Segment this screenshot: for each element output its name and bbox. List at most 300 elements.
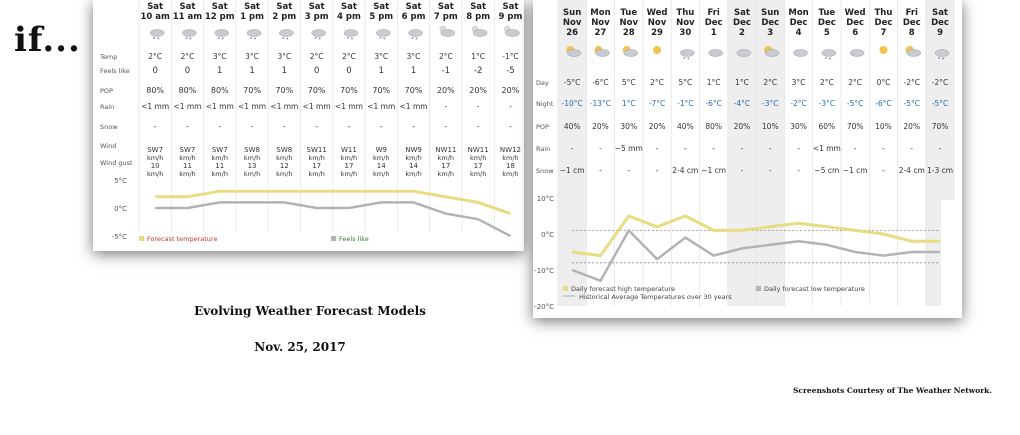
night-temp-value: -10°C	[561, 99, 583, 108]
month-name: Dec	[902, 18, 921, 28]
day-temp-value: 2°C	[763, 78, 778, 87]
hour-day: Sat	[147, 2, 164, 12]
low-legend-label: Daily forecast low temperature	[764, 285, 865, 293]
snowflake	[825, 57, 827, 59]
wind-gust-unit: km/h	[502, 170, 519, 178]
wind-value: SW7	[179, 146, 196, 154]
snow-cloud-icon	[247, 30, 261, 40]
night-temp-value: -4°C	[733, 99, 751, 108]
cloud-shape	[850, 50, 864, 57]
snow-cloud-icon	[279, 30, 293, 40]
date-number: 8	[908, 28, 915, 38]
snow-value: 2-4 cm	[898, 166, 925, 175]
hour-day: Sat	[244, 2, 261, 12]
hour-time: 6 pm	[401, 12, 426, 22]
day-name: Tue	[620, 8, 638, 18]
day-temp-value: 5°C	[621, 78, 636, 87]
day-temp-value: 2°C	[650, 78, 664, 87]
wind-unit: km/h	[340, 154, 358, 162]
high-legend-label: Daily forecast high temperature	[571, 285, 675, 293]
wind-unit: km/h	[308, 154, 325, 162]
rain-value: <1 mm	[205, 102, 234, 111]
pop-value: 20%	[436, 86, 455, 95]
hour-time: 8 pm	[466, 12, 491, 22]
rain-value: -	[797, 144, 800, 153]
day-temp-value: -2°C	[903, 78, 920, 87]
row-label: POP	[536, 123, 549, 131]
cloud-shape	[247, 30, 261, 37]
wind-value: SW7	[147, 146, 164, 154]
wind-gust-value: 11	[215, 162, 225, 170]
temp-value: -1°C	[502, 52, 519, 61]
wind-value: NW11	[467, 146, 489, 154]
wind-gust-unit: km/h	[146, 170, 164, 178]
day-name: Mon	[788, 8, 809, 18]
wind-gust-unit: km/h	[179, 170, 196, 178]
pop-value: 80%	[178, 86, 197, 95]
wind-unit: km/h	[179, 154, 196, 162]
night-temp-value: 1°C	[621, 99, 636, 108]
snow-value: ~5 cm	[814, 166, 840, 175]
snowflake	[416, 38, 418, 40]
pop-value: 20%	[501, 86, 520, 95]
cloud-shape	[505, 30, 519, 37]
wind-value: SW8	[276, 146, 293, 154]
day-name: Thu	[874, 8, 893, 18]
cloud-shape	[794, 50, 808, 57]
daily-forecast-panel	[533, 0, 962, 318]
day-temp-value: 2°C	[819, 78, 834, 87]
snowflake	[351, 38, 353, 40]
if-heading: if...	[14, 20, 81, 60]
rain-value: -	[712, 144, 716, 153]
temp-value: 3°C	[374, 52, 389, 61]
cloud-icon	[794, 50, 808, 57]
rain-value: <1 mm	[399, 102, 428, 111]
cloud-shape	[595, 50, 609, 57]
wind-unit: km/h	[437, 154, 455, 162]
rain-value: <1 mm	[270, 102, 299, 111]
snow-value: -	[218, 122, 222, 131]
night-cloud-icon	[504, 26, 520, 37]
pop-value: 20%	[733, 122, 751, 131]
day-name: Sat	[733, 8, 750, 18]
wind-value: W11	[341, 146, 357, 154]
temp-value: 3°C	[277, 52, 292, 61]
day-temp-value: -6°C	[592, 78, 609, 87]
wind-value: W9	[375, 146, 387, 154]
hour-day: Sat	[437, 2, 454, 12]
y-tick-label: 0°C	[541, 231, 554, 239]
month-name: Dec	[761, 18, 780, 28]
row-label: Day	[536, 79, 549, 87]
wind-gust-unit: km/h	[308, 170, 325, 178]
date-number: 3	[767, 28, 774, 38]
night-temp-value: -5°C	[903, 99, 920, 108]
month-name: Nov	[562, 18, 582, 28]
wind-gust-value: 14	[409, 162, 419, 170]
rain-value: -	[509, 102, 512, 111]
snowflake	[942, 58, 944, 60]
day-name: Fri	[905, 8, 918, 18]
day-name: Wed	[646, 8, 668, 18]
wind-unit: km/h	[146, 154, 164, 162]
temp-value: 2°C	[438, 52, 453, 61]
hour-time: 3 pm	[304, 12, 329, 22]
day-name: Sat	[932, 8, 949, 18]
snowflake	[687, 58, 689, 60]
night-temp-value: -13°C	[589, 99, 612, 108]
night-temp-value: -6°C	[705, 99, 722, 108]
snow-cloud-icon	[680, 50, 694, 60]
rain-value: -	[910, 144, 914, 153]
night-temp-value: -2°C	[790, 99, 807, 108]
cloud-shape	[567, 50, 581, 57]
hour-time: 10 am	[140, 12, 170, 22]
pop-value: 70%	[931, 122, 949, 131]
rain-value: -	[444, 102, 448, 111]
snowflake	[383, 38, 385, 40]
month-name: Nov	[591, 18, 610, 28]
cloud-shape	[935, 50, 949, 57]
hour-day: Sat	[211, 2, 228, 12]
hour-time: 11 am	[172, 12, 203, 22]
day-name: Thu	[676, 8, 695, 18]
wind-gust-unit: km/h	[373, 170, 390, 178]
row-label: Rain	[100, 103, 115, 111]
cloud-shape	[279, 30, 293, 37]
month-name: Dec	[874, 18, 893, 28]
temp-value: 1°C	[471, 52, 486, 61]
snowflake	[412, 37, 414, 39]
wind-unit: km/h	[469, 154, 487, 162]
snowflake	[222, 38, 224, 40]
snowflake	[938, 57, 940, 59]
snowflake	[218, 37, 220, 39]
temp-value: 2°C	[342, 52, 356, 61]
pop-value: 70%	[340, 86, 358, 95]
feels-legend-swatch	[331, 236, 336, 241]
night-temp-value: -5°C	[846, 99, 864, 108]
snow-value: -	[476, 122, 480, 131]
pop-value: 20%	[469, 86, 488, 95]
day-temp-value: 1°C	[706, 78, 721, 87]
day-name: Fri	[707, 8, 720, 18]
night-temp-value: -3°C	[818, 99, 836, 108]
rain-value: -	[882, 144, 885, 153]
sun-cloud-icon	[906, 46, 921, 57]
night-cloud-icon	[472, 26, 488, 37]
low-legend-swatch	[756, 286, 761, 291]
wind-value: NW11	[435, 146, 457, 154]
hour-day: Sat	[502, 2, 519, 12]
date-number: 2	[738, 28, 745, 38]
snow-value: ~1 cm	[559, 166, 585, 175]
cloud-shape	[680, 50, 694, 57]
date-number: 5	[823, 28, 830, 38]
rain-value: ~5 mm	[614, 144, 643, 153]
cloud-icon	[850, 50, 864, 57]
rain-value: -	[768, 144, 772, 153]
pop-value: 40%	[677, 122, 694, 131]
snow-value: -	[768, 166, 772, 175]
rain-value: <1 mm	[173, 102, 202, 111]
snow-value: -	[797, 166, 800, 175]
cloud-shape	[709, 50, 723, 57]
weekend-column-shade	[756, 0, 784, 306]
cloud-shape	[312, 30, 326, 37]
cloud-shape	[344, 30, 358, 37]
pop-value: 70%	[372, 86, 391, 95]
snowflake	[282, 37, 284, 39]
pop-value: 40%	[563, 122, 581, 131]
cloud-icon	[709, 50, 723, 57]
night-temp-value: -3°C	[762, 99, 779, 108]
sun-disc	[653, 46, 661, 54]
pop-value: 70%	[404, 86, 423, 95]
temp-value: 2°C	[309, 52, 324, 61]
sun-icon	[879, 46, 887, 54]
row-label: Rain	[536, 145, 551, 153]
wind-gust-value: 12	[279, 162, 289, 170]
snow-cloud-icon	[312, 30, 326, 40]
caption-title: Evolving Weather Forecast Models	[194, 304, 426, 318]
hourly-forecast-panel	[93, 0, 524, 251]
night-temp-value: -7°C	[648, 99, 666, 108]
feels-like-value: 1	[378, 66, 384, 76]
temp-value: 2°C	[148, 52, 163, 61]
date-number: 6	[852, 28, 859, 38]
sun-cloud-icon	[594, 46, 609, 57]
snow-cloud-icon	[344, 30, 358, 40]
row-label: Snow	[100, 123, 118, 131]
snowflake	[190, 38, 192, 40]
feels-like-value: -1	[441, 66, 451, 76]
snow-value: -	[186, 122, 189, 131]
wind-gust-value: 18	[505, 162, 515, 170]
snowflake	[153, 37, 155, 39]
wind-unit: km/h	[211, 154, 228, 162]
hour-day: Sat	[405, 2, 422, 12]
day-temp-value: -5°C	[563, 78, 581, 87]
day-temp-value: -2°C	[931, 78, 949, 87]
wind-unit: km/h	[405, 154, 422, 162]
feels-like-value: 0	[346, 66, 352, 76]
temp-value: 3°C	[212, 52, 227, 61]
pop-value: 80%	[705, 122, 722, 131]
snow-cloud-icon	[822, 50, 836, 60]
wind-gust-unit: km/h	[405, 170, 422, 178]
rain-value: -	[476, 102, 480, 111]
forecast-legend-swatch	[139, 236, 144, 241]
temp-value: 3°C	[245, 52, 259, 61]
snow-value: -	[412, 122, 415, 131]
snowflake	[683, 57, 685, 59]
hourly-forecast-table	[93, 0, 524, 251]
feels-like-value: 0	[313, 66, 320, 76]
hour-time: 9 pm	[498, 12, 523, 22]
cloud-shape	[737, 50, 751, 57]
sun-icon	[653, 46, 661, 54]
month-name: Dec	[704, 18, 723, 28]
row-label: Snow	[536, 167, 554, 175]
sun-disc	[879, 46, 887, 54]
wind-gust-value: 13	[247, 162, 257, 170]
wind-value: SW11	[306, 146, 327, 154]
date-number: 30	[679, 28, 692, 38]
wind-gust-unit: km/h	[340, 170, 358, 178]
snowflake	[186, 37, 188, 39]
cloud-shape	[409, 30, 423, 37]
snow-value: -	[599, 166, 602, 175]
hour-time: 1 pm	[240, 12, 264, 22]
row-label: Wind	[100, 142, 117, 150]
y-tick-label: 10°C	[536, 195, 554, 203]
cloud-shape	[376, 30, 390, 37]
snowflake	[286, 38, 288, 40]
snowflake	[347, 37, 349, 39]
snow-value: -	[655, 166, 659, 175]
date-number: 1	[710, 28, 717, 38]
wind-gust-unit: km/h	[211, 170, 228, 178]
pop-value: 20%	[903, 122, 921, 131]
date-number: 28	[622, 28, 635, 38]
rain-value: <1 mm	[812, 144, 841, 153]
pop-value: 70%	[243, 86, 261, 95]
rain-value: <1 mm	[302, 102, 331, 111]
row-label: Temp	[100, 53, 118, 61]
wind-gust-value: 17	[344, 162, 354, 170]
forecast-legend-label: Forecast temperature	[147, 235, 218, 243]
day-name: Wed	[844, 8, 866, 18]
snow-cloud-icon	[150, 30, 164, 40]
snow-cloud-icon	[182, 30, 196, 40]
pop-value: 60%	[818, 122, 836, 131]
snow-value: -	[882, 166, 885, 175]
feels-like-value: -5	[506, 66, 515, 76]
month-name: Dec	[817, 18, 836, 28]
wind-gust-value: 14	[376, 162, 386, 170]
wind-gust-unit: km/h	[243, 170, 261, 178]
snow-value: -	[153, 122, 157, 131]
pop-value: 30%	[620, 122, 638, 131]
wind-unit: km/h	[373, 154, 390, 162]
night-temp-value: -5°C	[931, 99, 949, 108]
snow-value: -	[740, 166, 744, 175]
wind-gust-value: 10	[150, 162, 160, 170]
row-label: POP	[100, 87, 113, 95]
hour-time: 7 pm	[433, 12, 458, 22]
historical-legend-label: Historical Average Temperatures over 30 years	[579, 293, 732, 301]
day-temp-value: 0°C	[876, 78, 891, 87]
wind-gust-value: 17	[473, 162, 483, 170]
month-name: Nov	[647, 18, 667, 28]
y-tick-label: 0°C	[114, 205, 127, 213]
day-temp-value: 5°C	[678, 78, 693, 87]
cloud-shape	[441, 30, 455, 37]
snow-value: -	[250, 122, 254, 131]
night-temp-value: -6°C	[875, 99, 892, 108]
feels-like-value: 1	[217, 66, 223, 76]
hour-time: 5 pm	[369, 12, 394, 22]
rain-value: -	[655, 144, 659, 153]
hour-time: 12 pm	[204, 12, 235, 22]
snow-value: -	[444, 122, 448, 131]
cloud-shape	[215, 30, 229, 37]
snowflake	[315, 37, 317, 39]
snowflake	[829, 58, 831, 60]
feels-like-value: -2	[473, 66, 483, 76]
date-number: 29	[651, 28, 663, 38]
row-label: Feels like	[100, 67, 130, 75]
month-name: Nov	[676, 18, 695, 28]
wind-gust-value: 11	[182, 162, 192, 170]
row-label: Wind gust	[100, 159, 133, 167]
rain-value: <1 mm	[334, 102, 363, 111]
cloud-shape	[182, 30, 196, 37]
wind-gust-unit: km/h	[469, 170, 487, 178]
wind-gust-value: 17	[441, 162, 451, 170]
feels-like-value: 1	[249, 66, 255, 76]
rain-value: <1 mm	[238, 102, 267, 111]
day-temp-value: 1°C	[735, 78, 749, 87]
wind-value: NW9	[405, 146, 422, 154]
row-label: Night	[536, 100, 554, 108]
wind-unit: km/h	[502, 154, 519, 162]
wind-value: NW12	[499, 146, 521, 154]
hour-day: Sat	[340, 2, 357, 12]
snow-value: -	[315, 122, 319, 131]
wind-value: SW7	[211, 146, 228, 154]
rain-value: -	[599, 144, 602, 153]
pop-value: 20%	[648, 122, 666, 131]
wind-unit: km/h	[276, 154, 293, 162]
snow-value: -	[627, 166, 631, 175]
chart-scroll-gap	[941, 200, 955, 306]
day-temp-value: 2°C	[848, 78, 863, 87]
rain-value: -	[740, 144, 744, 153]
wind-gust-unit: km/h	[276, 170, 293, 178]
cloud-shape	[473, 30, 487, 37]
hour-day: Sat	[179, 2, 196, 12]
night-temp-value: -1°C	[677, 99, 694, 108]
hour-day: Sat	[308, 2, 325, 12]
day-name: Tue	[818, 8, 836, 18]
day-temp-value: 3°C	[791, 78, 806, 87]
date-number: 4	[795, 28, 802, 38]
snowflake	[379, 37, 381, 39]
snow-cloud-icon	[409, 30, 423, 40]
snowflake	[254, 38, 256, 40]
snow-value: -	[347, 122, 351, 131]
night-cloud-icon	[439, 26, 455, 37]
hour-day: Sat	[276, 2, 293, 12]
pop-value: 80%	[146, 86, 165, 95]
wind-gust-unit: km/h	[437, 170, 455, 178]
pop-value: 10%	[761, 122, 779, 131]
high-legend-swatch	[563, 286, 568, 291]
y-tick-label: -5°C	[111, 233, 127, 241]
rain-value: -	[570, 144, 574, 153]
cloud-shape	[150, 30, 164, 37]
hour-time: 2 pm	[272, 12, 297, 22]
date-number: 9	[937, 28, 944, 38]
day-name: Sun	[761, 8, 780, 18]
month-name: Dec	[846, 18, 865, 28]
snow-cloud-icon	[376, 30, 390, 40]
weekend-column-shade	[558, 0, 586, 306]
snow-value: -	[509, 122, 512, 131]
